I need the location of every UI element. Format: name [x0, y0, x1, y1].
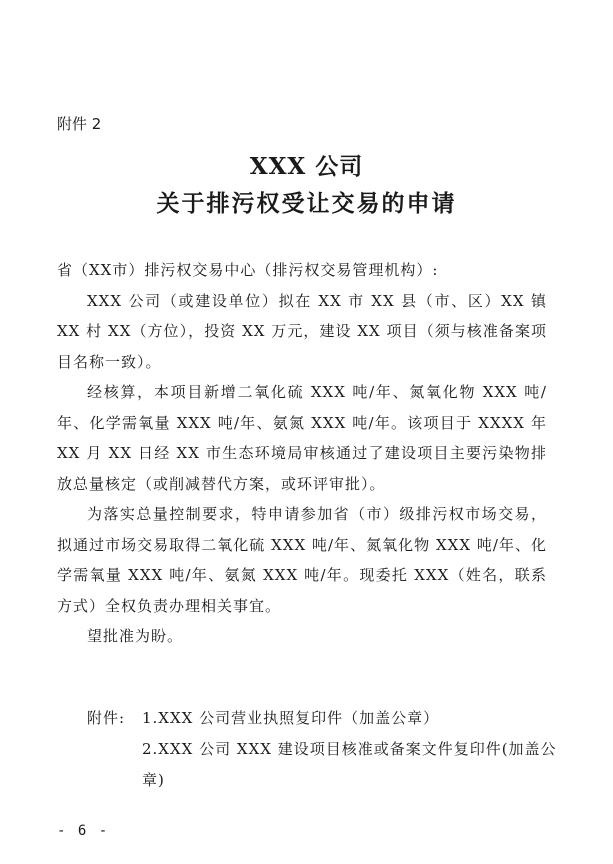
paragraph-emission-assessment: 经核算，本项目新增二氧化硫 XXX 吨/年、氮氧化物 XXX 吨/年、化学需氧量 XXX 吨/年、氨氮 XXX 吨/年。该项目于 XXXX 年 XX 月 XX 日经 XX 市生态环境局审核通过了建设项目主要污染物排放总量核定（或削减替代方案，或环评审批）。: [57, 383, 547, 493]
attachment-number-label: 附件 2: [57, 115, 102, 133]
attachment-item: [87, 734, 557, 796]
document-title-company: XXX 公司: [249, 153, 364, 180]
page-number: - 6 -: [57, 823, 110, 839]
paragraph-project-info: XXX 公司（或建设单位）拟在 XX 市 XX 县（市、区）XX 镇 XX 村 XX（方位），投资 XX 万元，建设 XX 项目（须与核准备案项目名称一致）。: [57, 291, 547, 371]
attachment-item: [87, 703, 557, 734]
attachments-prefix: 附件:: [87, 709, 126, 727]
document-title-subject: 关于排污权受让交易的申请: [156, 190, 457, 217]
attachment-item-text: 2.XXX 公司 XXX 建设项目核准或备案文件复印件(加盖公章): [142, 740, 557, 789]
salutation: 省（XX市）排污权交易中心（排污权交易管理机构）:: [57, 261, 439, 279]
document-body: [57, 255, 547, 652]
attachments-list: [87, 703, 557, 796]
paragraph-closing: 望批准为盼。: [87, 627, 184, 645]
paragraph-trading-request: 为落实总量控制要求，特申请参加省（市）级排污权市场交易，拟通过市场交易取得二氧化硫 XXX 吨/年、氮氧化物 XXX 吨/年、化学需氧量 XXX 吨/年、氨氮 XXX 吨/年。现委托 XXX（姓名，联系方式）全权负责办理相关事宜。: [57, 505, 547, 615]
attachment-item-text: 1.XXX 公司营业执照复印件（加盖公章）: [142, 709, 440, 727]
